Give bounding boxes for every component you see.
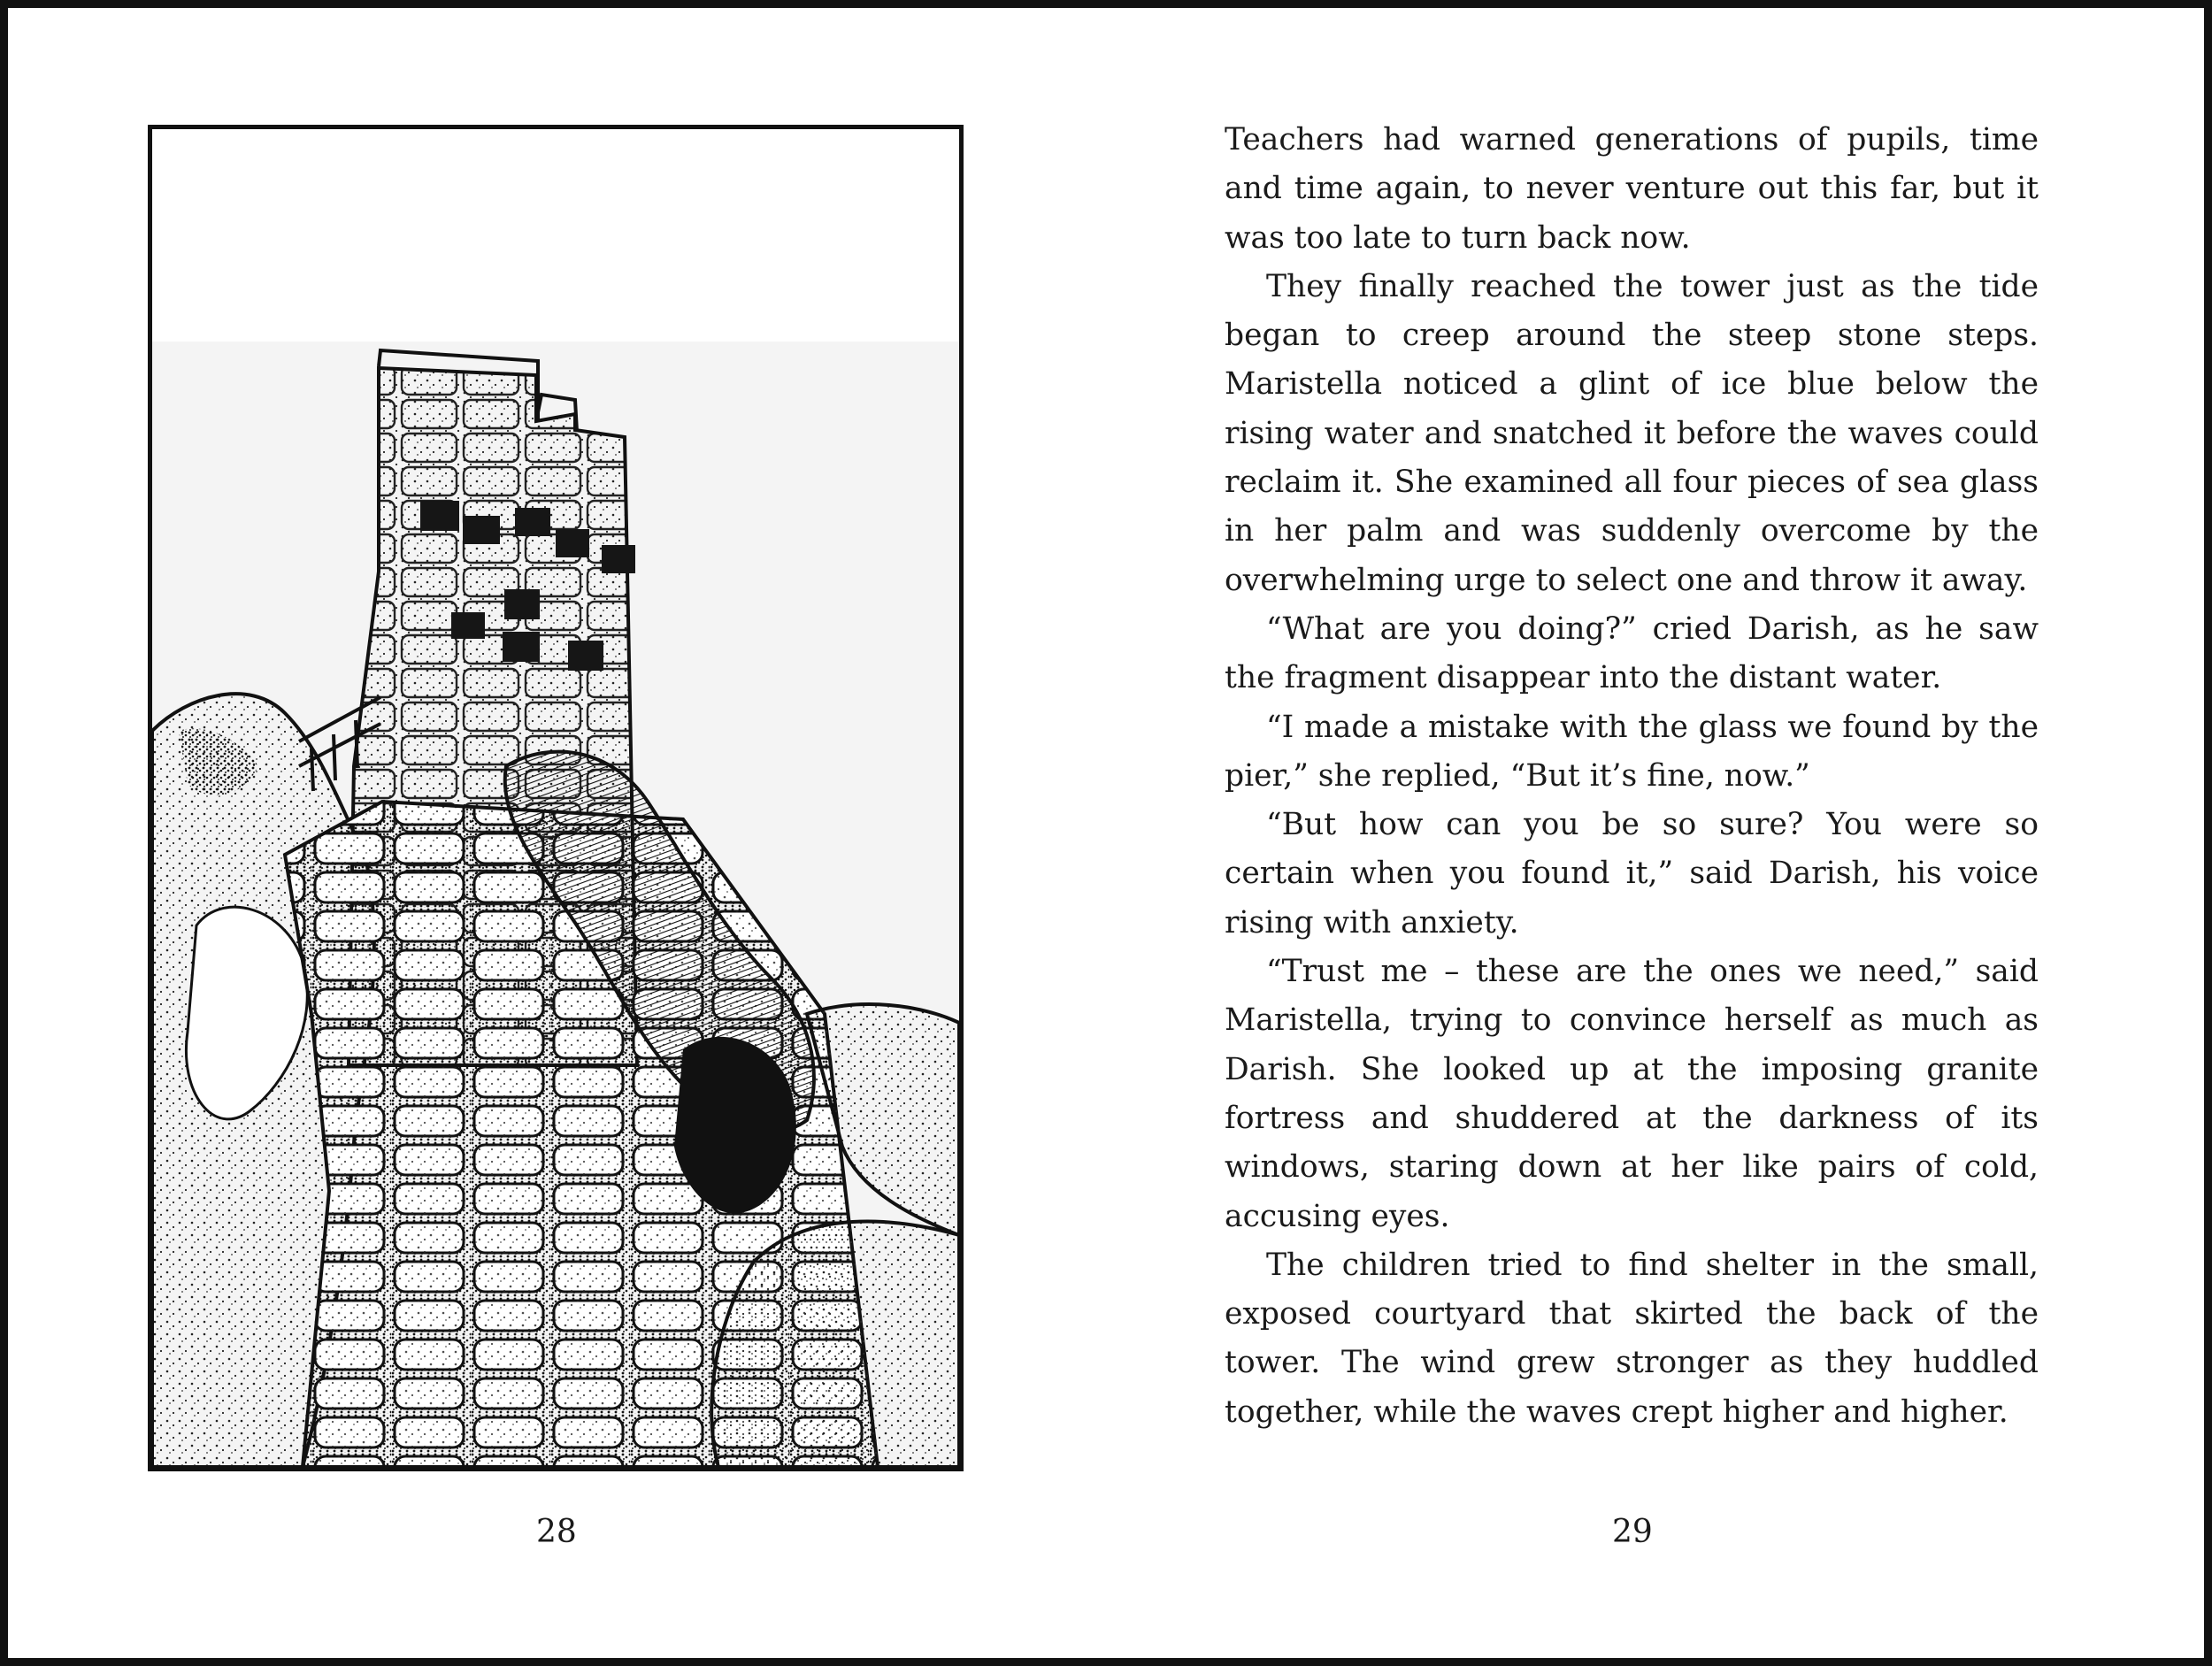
illustration-frame — [148, 125, 964, 1471]
left-page — [8, 8, 1105, 1658]
page-number-left: 28 — [536, 1514, 577, 1550]
page-number-right: 29 — [1612, 1514, 1653, 1550]
paragraph: “But how can you be so sure? You were so certain when you found it,” said Darish, his voice rising with anxiety. — [1225, 807, 2039, 940]
paragraph: Teachers had warned generations of pupils, time and time again, to never venture out this far, but it was too late to turn back now. — [1225, 122, 2039, 256]
paragraph: The children tried to find shelter in the small, exposed courtyard that skirted the back of the tower. The wind grew stronger as they huddled together, while the waves crept higher and higher. — [1225, 1247, 2039, 1430]
paragraph: “What are you doing?” cried Darish, as he saw the fragment disappear into the distant water. — [1225, 610, 2039, 696]
paragraph: “I made a mistake with the glass we found by the pier,” she replied, “But it’s fine, now.” — [1225, 709, 2039, 794]
paragraph: “Trust me – these are the ones we need,” said Maristella, trying to convince herself as much as Darish. She looked up at the imposing granite fortress and shuddered at the darkness of its windows, staring down at her like pairs of cold, accusing eyes. — [1225, 954, 2039, 1234]
body-text — [1225, 116, 2039, 1437]
paragraph: They finally reached the tower just as the tide began to creep around the steep stone steps. Maristella noticed a glint of ice blue below the rising water and snatched it before the waves could reclaim it. She examined all four pieces of sea glass in her palm and was suddenly overcome by the overwhelming urge to select one and throw it away. — [1225, 268, 2039, 598]
right-page — [1105, 8, 2211, 1658]
stone-tower-ink-drawing — [152, 129, 959, 1467]
